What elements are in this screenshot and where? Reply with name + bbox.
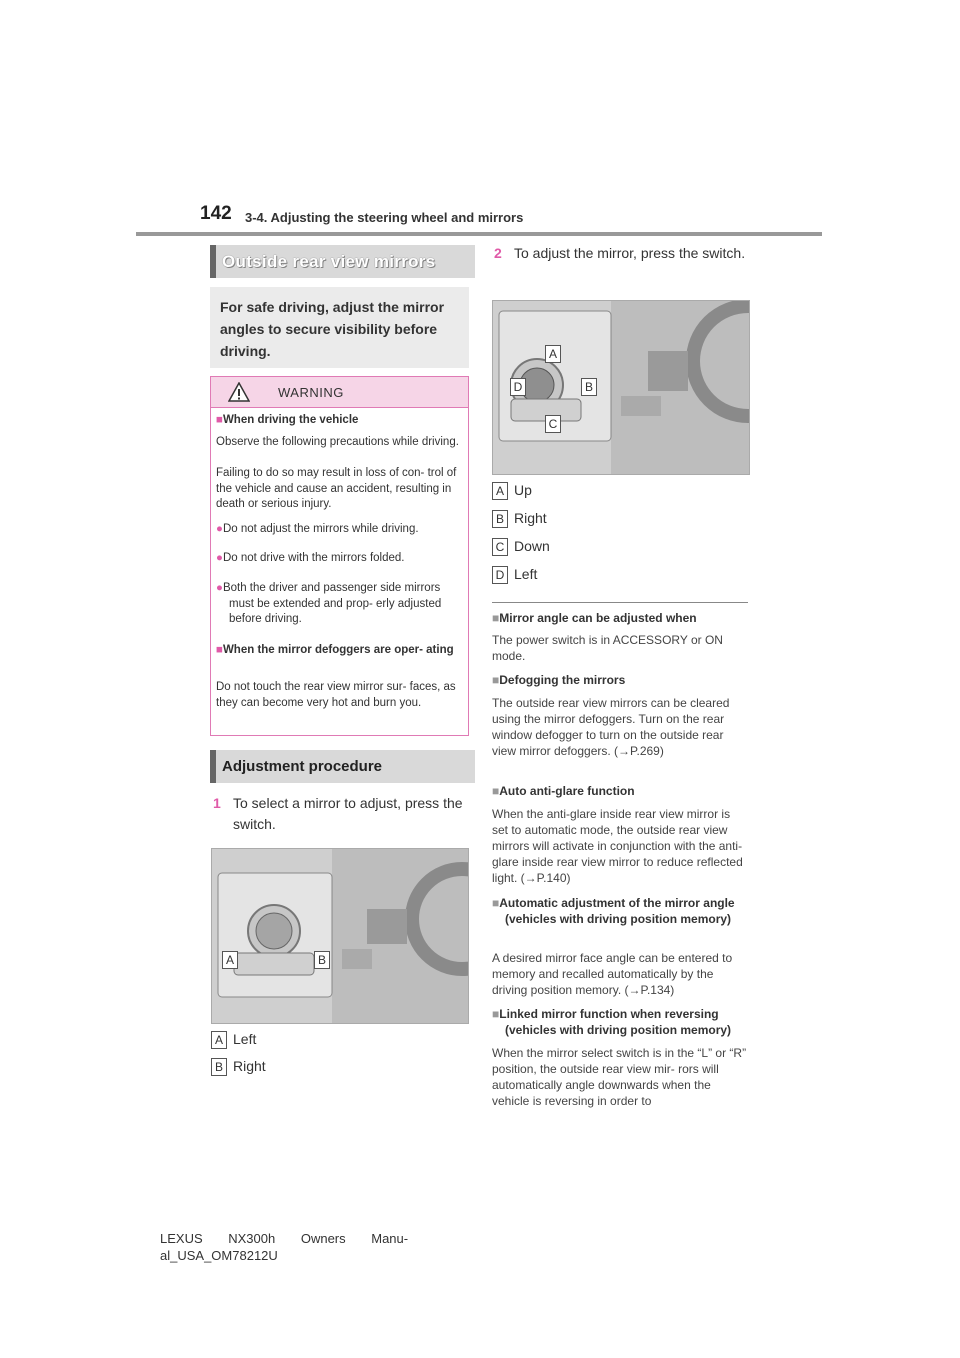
note-head-2: ■Defogging the mirrors [492,673,626,687]
chapter-title: 3-4. Adjusting the steering wheel and mirrors [245,210,524,225]
mirror-select-switch-photo [211,848,469,1024]
item-left-label-2: Left [514,566,538,582]
section-title-adjustment: Adjustment procedure [210,750,475,783]
step-1 [213,793,463,835]
footer-line-2: al_USA_OM78212U [160,1248,278,1263]
fig2-callout-b: B [581,378,597,396]
note-body-3: When the anti-glare inside rear view mirror is set to automatic mode, the outside rear view mirrors will activate in conjunction with the anti-glare inside rear view mirror to reduce reflected light. (→P.140) [492,807,743,885]
header-rule [136,232,822,236]
note-head-4: ■Automatic adjustment of the mirror angle (vehicles with driving position memory) [492,896,735,926]
note-head-1: ■Mirror angle can be adjusted when [492,611,697,625]
footer-line-1: LEXUS NX300h Owners Manu- [160,1231,409,1246]
fig2-callout-d: D [510,378,526,396]
note-head-3: ■Auto anti-glare function [492,784,635,798]
warning-para-observe: Observe the following precautions while driving. [216,436,459,448]
fig1-callout-a: A [222,951,238,969]
warning-bullet-2: ●Do not drive with the mirrors folded. [216,552,405,564]
badge-b: B [211,1058,227,1076]
note-body-2: The outside rear view mirrors can be cleared using the mirror defoggers. Turn on the rear window defogger to turn on the outside rear view mirror defoggers. (→P.269) [492,696,730,758]
intro-box: For safe driving, adjust the mirror angles to secure visibility before driving. [210,287,469,368]
section-title-outside-mirrors: Outside rear view mirrors [210,245,475,278]
step-1-text: To select a mirror to adjust, press the switch. [233,795,463,832]
photo-illustration-1 [212,849,468,1023]
warning-title: WARNING [278,385,344,400]
warning-triangle-icon [228,382,250,402]
footer [160,1230,408,1264]
warning-para-touch: Do not touch the rear view mirror sur- faces, as they can become very hot and burn you. [216,681,456,709]
warning-box [210,376,469,736]
badge-d-left: D [492,566,508,584]
fig2-callout-a: A [545,345,561,363]
warning-header [211,377,468,408]
note-body-1: The power switch is in ACCESSORY or ON mode. [492,633,723,663]
badge-a-up: A [492,482,508,500]
item-right-label-2: Right [514,510,547,526]
photo-illustration-2 [493,301,749,474]
page-number: 142 [200,203,232,224]
step-2-number: 2 [494,245,502,261]
warning-subhead-defoggers: ■When the mirror defoggers are oper- ating [216,644,454,656]
note-body-5: When the mirror select switch is in the “L” or “R” position, the outside rear view mir- rors will automatically angle downwards when the vehicle is reversing in order to [492,1046,747,1108]
item-left-label: Left [233,1031,257,1047]
warning-para-failing: Failing to do so may result in loss of con- trol of the vehicle and cause an accident, resulting in death or serious injury. [216,467,457,510]
warning-subhead-driving: ■When driving the vehicle [216,414,359,426]
fig1-callout-b: B [314,951,330,969]
badge-c-down: C [492,538,508,556]
fig2-callout-c: C [545,415,561,433]
mirror-adjust-switch-photo [492,300,750,475]
note-body-4: A desired mirror face angle can be entered to memory and recalled automatically by the driving position memory. (→P.134) [492,951,733,997]
warning-bullet-1: ●Do not adjust the mirrors while driving. [216,523,419,535]
step-1-number: 1 [213,795,221,811]
step-2-text: To adjust the mirror, press the switch. [514,245,746,261]
item-right-label: Right [233,1058,266,1074]
step-2 [494,243,748,264]
notes-divider [492,602,748,603]
item-up-label: Up [514,482,532,498]
badge-a: A [211,1031,227,1049]
note-head-5: ■Linked mirror function when reversing (vehicles with driving position memory) [492,1007,732,1037]
item-down-label: Down [514,538,550,554]
warning-bullet-3: ●Both the driver and passenger side mirrors must be extended and prop- erly adjusted before driving. [216,582,442,625]
badge-b-right: B [492,510,508,528]
